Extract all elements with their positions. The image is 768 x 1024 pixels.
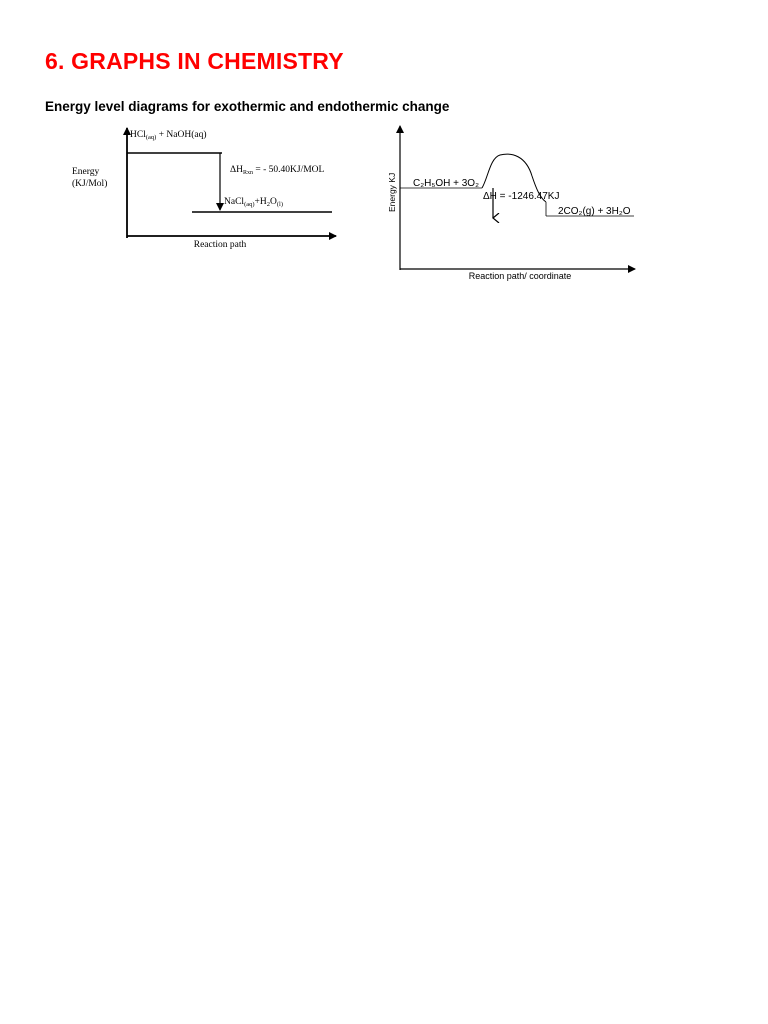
delta-h-label: $\Delta H_{Rxn}$ = - 50.40KJ/MOL [230,165,325,176]
y-axis-label: Energy KJ [387,172,397,212]
combustion-energy-diagram [370,120,645,288]
section-subtitle: Energy level diagrams for exothermic and endothermic change [45,99,450,114]
y-axis-label: Energy [72,167,100,177]
page-title: 6. GRAPHS IN CHEMISTRY [45,48,344,74]
delta-h-label: ΔH = -1246.47KJ [483,191,560,202]
x-axis-label: Reaction path [193,240,247,250]
products-label: 2CO₂(g) + 3H₂O [558,206,631,217]
reactants-label: C₂H₅OH + 3O₂ [413,178,479,189]
x-axis-label: Reaction path/ coordinate [468,271,572,281]
exothermic-energy-diagram [60,120,350,260]
reactants-label: HCl$_{(aq)}$ + NaOH(aq) [130,130,207,141]
products-label: $NaCl_{(aq)}+H_2O_{(l)}$ [224,197,284,208]
y-axis-unit: (KJ/Mol) [72,179,108,189]
